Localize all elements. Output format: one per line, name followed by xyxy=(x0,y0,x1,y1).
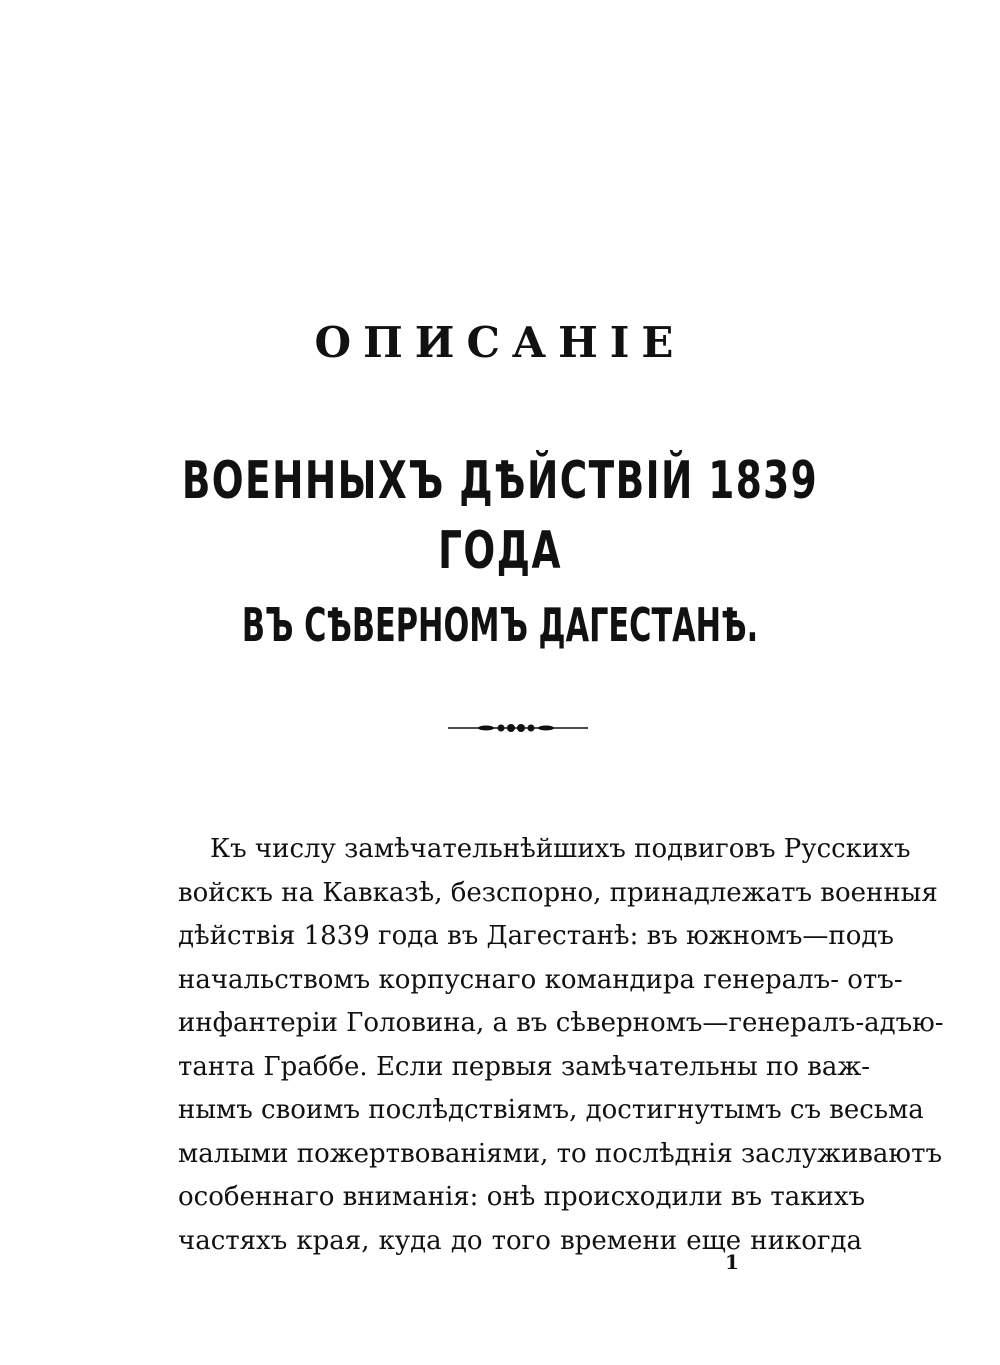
body-line: нымъ своимъ послѣдствіямъ, достигнутымъ съ весьма xyxy=(178,1095,924,1125)
body-line: малыми пожертвованіями, то послѣднія заслуживаютъ xyxy=(178,1138,942,1169)
title-line-1: ОПИСАНІЕ xyxy=(314,318,686,367)
body-line: дѣйствія 1839 года въ Дагестанѣ: въ южномъ—подъ xyxy=(178,921,894,951)
body-line: частяхъ края, куда до того времени еще никогда xyxy=(178,1225,862,1256)
body-line: танта Граббе. Если первыя замѣчательны по важ- xyxy=(178,1051,871,1082)
title-line-3: ВЪ СѢВЕРНОМЪ ДАГЕСТАНѢ. xyxy=(241,598,759,652)
page-number: 1 xyxy=(725,1250,739,1274)
ornament-divider-icon xyxy=(448,720,588,736)
body-line: особеннаго вниманія: онѣ происходили въ такихъ xyxy=(178,1182,866,1212)
body-line: начальствомъ корпуснаго командира генералъ- отъ- xyxy=(178,964,903,995)
body-line: Къ числу замѣчательнѣйшихъ подвиговъ Русскихъ xyxy=(210,834,911,864)
body-line: войскъ на Кавказѣ, безспорно, принадлежатъ военныя xyxy=(178,877,938,908)
title-line-2: ВОЕННЫХЪ ДѢЙСТВІЙ 1839 ГОДА xyxy=(181,451,819,581)
body-line: инфантеріи Головина, а въ сѣверномъ—генералъ-адъю- xyxy=(178,1008,944,1038)
body-paragraph xyxy=(178,828,944,1263)
